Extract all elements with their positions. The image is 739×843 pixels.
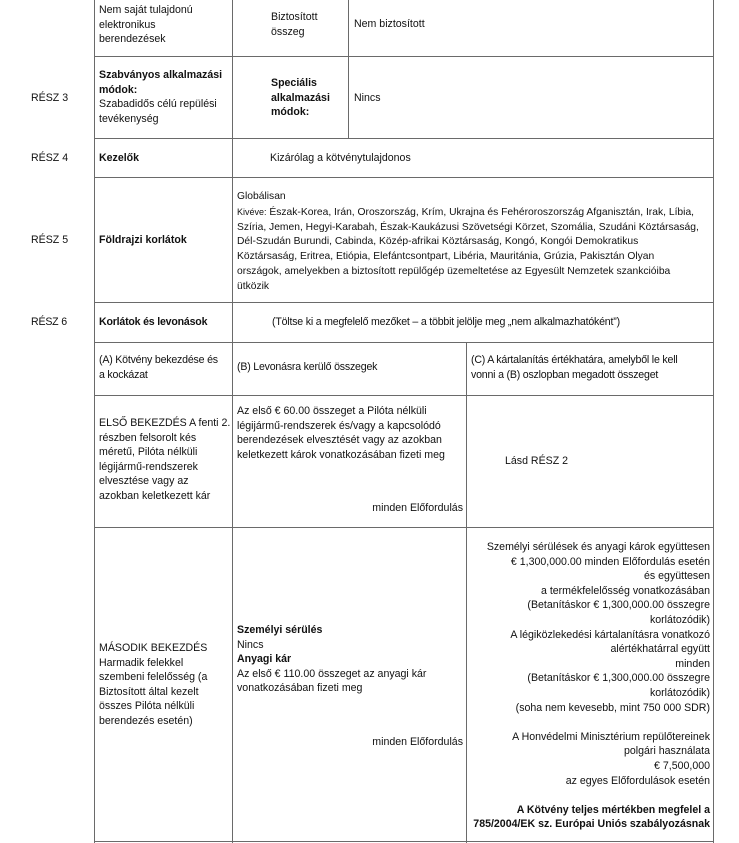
row1-col-c: Lásd RÉSZ 2	[505, 455, 569, 467]
row-divider	[94, 527, 714, 528]
electronics-label: Nem saját tulajdonú elektronikus berendezések	[99, 4, 193, 46]
row-divider	[94, 302, 714, 303]
row1-col-b-footer: minden Előfordulás	[372, 502, 463, 514]
part-5-label: RÉSZ 5	[31, 234, 69, 246]
property-damage-title: Anyagi kár	[237, 653, 292, 666]
special-usage-value: Nincs	[354, 92, 381, 104]
header-col-c: (C) A kártalanítás értékhatára, amelyből le kell vonni a (B) oszlopban megadott összeget	[471, 354, 678, 381]
table-border-right	[713, 0, 714, 843]
operators-title: Kezelők	[99, 152, 140, 164]
operators-value: Kizárólag a kötvénytulajdonos	[270, 152, 411, 164]
standard-usage-cell: Szabványos alkalmazási módok: Szabadidős célú repülési tevékenység	[99, 68, 231, 126]
row-divider	[94, 177, 714, 178]
row-divider	[94, 138, 714, 139]
col-divider-label	[232, 302, 233, 342]
row2-col-a: MÁSODIK BEKEZDÉS Harmadik felekkel szembeni felelősség (a Biztosított által kezelt összes Pilóta nélküli berendezés esetén)	[99, 642, 208, 727]
limits-instruction: (Töltse ki a megfelelő mezőket – a többit jelölje meg „nem alkalmazhatóként”)	[272, 316, 620, 328]
mod-airfields-text: A Honvédelmi Minisztérium repülőtereinek	[512, 730, 710, 743]
row2-col-b: Személyi sérülés Nincs Anyagi kár Az első € 110.00 összeget az anyagi kár vonatkozásában fizeti meg	[237, 623, 465, 696]
col-divider-b-c	[466, 342, 467, 843]
table-border-bottom	[94, 841, 714, 842]
col-divider-value	[348, 0, 349, 138]
header-col-b: (B) Levonásra kerülő összegek	[237, 361, 378, 373]
table-border-left	[94, 0, 95, 843]
limits-deductibles-title: Korlátok és levonások	[99, 316, 208, 328]
standard-usage-value: Szabadidős célú repülési	[99, 98, 217, 111]
insured-sum-value: Nem biztosított	[354, 18, 425, 30]
part-6-label: RÉSZ 6	[31, 316, 67, 328]
row-divider	[94, 342, 714, 343]
row-divider	[94, 395, 714, 396]
special-usage-title: Speciális alkalmazási módok:	[271, 77, 330, 119]
geo-global: Globálisan	[237, 191, 286, 202]
geo-limits-value: Globálisan Kivéve: Észak-Korea, Irán, Oroszország, Krím, Ukrajna és Fehéroroszország Afganisztán, Irak, Líbia, Szíria, Jemen, Hegyi-Karabah, Észak-Kaukázusi Szövetségi Körzet, Szomália, Szudáni Köztársaság, Dél-Szudán Burundi, Cabinda, Közép-afrikai Köztársaság, Kongó, Kongói Demokratikus Köztársaság, Eritrea, Etiópia, Elefántcsontpart, Libéria, Mauritánia, Grúzia, Pakisztán Olyan országok, amelyekben a biztosított repülőgép üzemeltetése az Egyesült Nemzetek szankcióiba ütközik	[237, 190, 711, 295]
geo-limits-title: Földrajzi korlátok	[99, 234, 187, 246]
insured-sum-label: Biztosított összeg	[271, 11, 318, 38]
header-col-a: (A) Kötvény bekezdése és a kockázat	[99, 354, 218, 381]
part-3-label: RÉSZ 3	[31, 92, 69, 104]
personal-injury-value: Nincs	[237, 638, 264, 651]
row1-col-a: ELSŐ BEKEZDÉS A fenti 2. részben felsorolt kés méretű, Pilóta nélküli légijármű-rendszerek elvesztése vagy az azokban keletkezett kár	[99, 417, 231, 502]
col-divider-a-b	[232, 342, 233, 843]
col-divider-label	[232, 0, 233, 302]
standard-usage-title: Szabványos alkalmazási	[99, 69, 223, 81]
part-4-label: RÉSZ 4	[31, 152, 69, 164]
row1-col-b: Az első € 60.00 összeget a Pilóta nélküli légijármű-rendszerek és/vagy a kapcsolódó berendezések elvesztését vagy az azokban keletkezett károk vonatkozásában fizeti meg	[237, 405, 445, 461]
eu-compliance-text: A Kötvény teljes mértékben megfelel a	[516, 803, 710, 816]
row2-col-b-footer: minden Előfordulás	[372, 736, 463, 748]
row-divider	[94, 56, 714, 57]
geo-except-prefix: Kivéve:	[237, 206, 267, 217]
row2-col-c: Személyi sérülések és anyagi károk együttesen € 1,300,000.00 minden Előfordulás esetén és együttesen a termékfelelősség vonatkozásában (Betanításkor € 1,300,000.00 összegre korlátozódik) A légiközlekedési kártalanításra vonatkozó alértékhatárral együtt minden (Betanításkor € 1,300,000.00 összegre korlátozódik) (soha nem kevesebb, mint 750 000 SDR) A Honvédelmi Minisztérium repülőtereinek polgári használata € 7,500,000 az egyes Előfordulások esetén A Kötvény teljes mértékben megfelel a 785/2004/EK sz. Európai Uniós szabályozásnak	[468, 540, 710, 832]
personal-injury-title: Személyi sérülés	[237, 624, 323, 636]
